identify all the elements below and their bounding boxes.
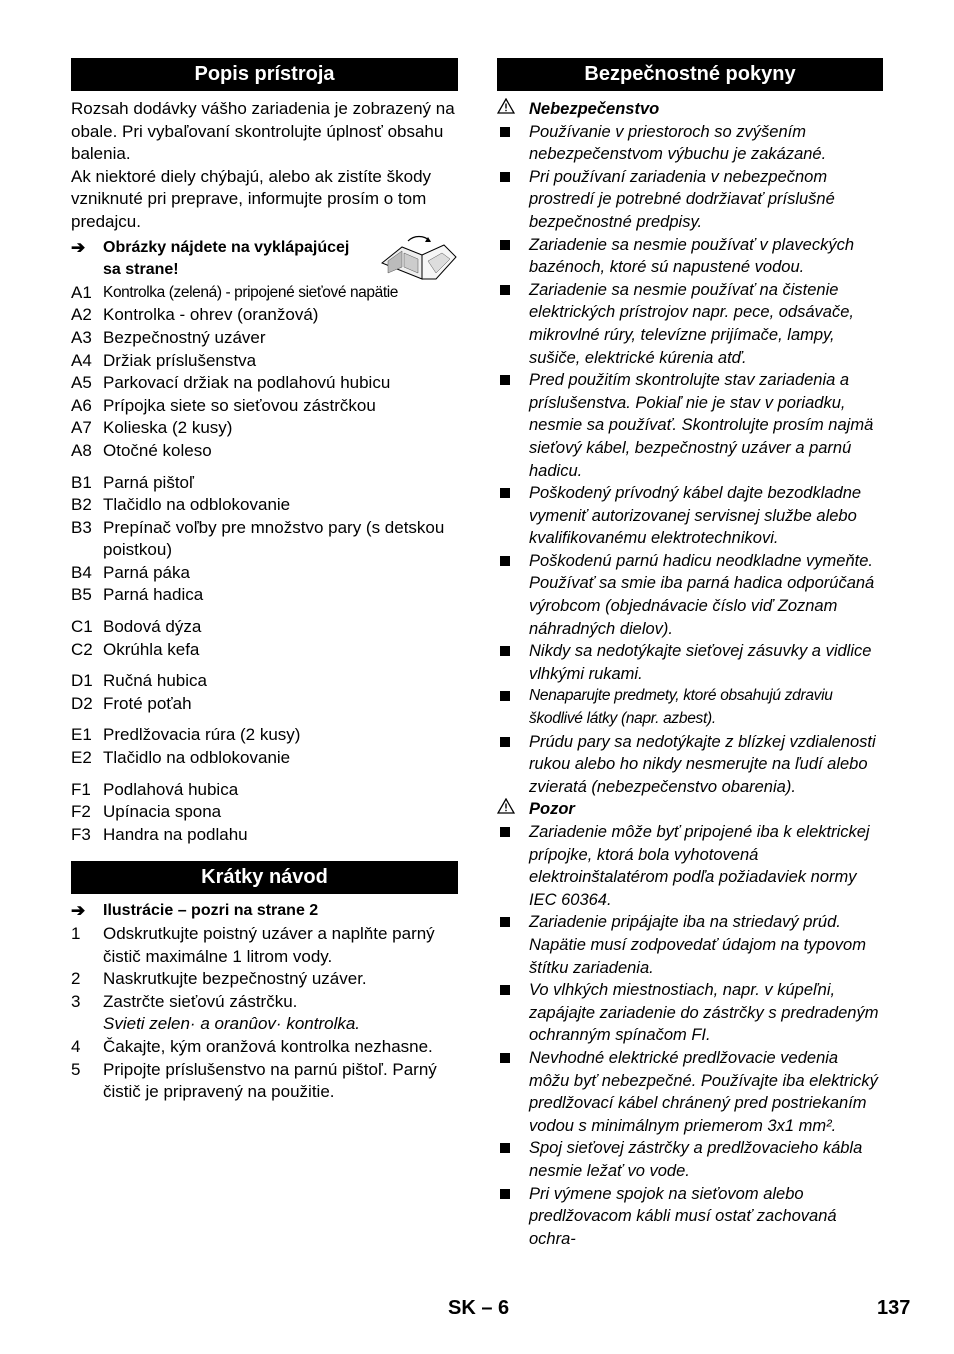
- bullet-square-icon: [497, 1047, 529, 1137]
- list-item: A3 Bezpečnostný uzáver: [71, 327, 266, 347]
- bullet-square-icon: [497, 279, 529, 369]
- bullet-square-icon: [497, 1137, 529, 1182]
- right-column: [497, 58, 883, 1250]
- list-item: A5 Parkovací držiak na podlahovú hubicu: [71, 373, 391, 393]
- list-item: Nevhodné elektrické predlžovacie vedenia môžu byť nebezpečné. Používajte iba elektrický predlžovací kábel chránený pred postriekaním vodou s minimálnym priemerom 3x1 mm².: [497, 1047, 883, 1137]
- list-item: Spoj sieťovej zástrčky a predlžovacieho kábla nesmie ležať vo vode.: [497, 1137, 883, 1182]
- list-item: E1 Predlžovacia rúra (2 kusy): [71, 725, 301, 745]
- list-item: Poškodenú parnú hadicu neodkladne vymeňte. Používať sa smie iba parná hadica odporúčaná výrobcom (objednávacie číslo viď Zoznam náhradných dielov).: [497, 550, 883, 640]
- step-item: 4 Čakajte, kým oranžová kontrolka nezhasne.: [71, 1036, 433, 1056]
- list-item: D2 Froté poťah: [71, 693, 192, 713]
- list-item: A8 Otočné koleso: [71, 440, 212, 460]
- list-item: Vo vlhkých miestnostiach, napr. v kúpeľni, zapájajte zariadenie do zástrčky s predradeným ochranným spínačom FI.: [497, 979, 883, 1047]
- list-item: Zariadenie sa nesmie používať v plaveckých bazénoch, ktoré sú napustené vodou.: [497, 234, 883, 279]
- fold-out-note: [71, 237, 458, 282]
- list-item: Používanie v priestoroch so zvýšením nebezpečenstvom výbuchu je zakázané.: [497, 121, 883, 166]
- section-heading-device-description: Popis prístroja: [71, 58, 458, 91]
- list-item: C2 Okrúhla kefa: [71, 639, 200, 659]
- list-item: Pri výmene spojok na sieťovom alebo predlžovacom kábli musí ostať zachovaná ochra-: [497, 1183, 883, 1251]
- footer-section-label: SK – 6: [448, 1297, 510, 1319]
- caution-heading: Pozor: [497, 798, 883, 821]
- list-item: Zariadenie môže byť pripojené iba k elektrickej prípojke, ktorá bola vyhotovená elektroinštalatérom podľa požiadaviek normy IEC 60364.: [497, 821, 883, 911]
- illustration-note: ➔ Ilustrácie – pozri na strane 2: [71, 900, 458, 923]
- parts-group-e: [71, 724, 458, 769]
- parts-group-d: [71, 670, 458, 715]
- arrow-right-icon: ➔: [71, 901, 86, 921]
- bullet-square-icon: [497, 979, 529, 1047]
- section-heading-safety: Bezpečnostné pokyny: [497, 58, 883, 91]
- parts-group-f: [71, 779, 458, 847]
- left-column: [71, 58, 458, 1104]
- step-item: 2 Naskrutkujte bezpečnostný uzáver.: [71, 969, 367, 989]
- bullet-square-icon: [497, 1183, 529, 1251]
- list-item: A1 Kontrolka (zelená) - pripojené sieťové napätie: [71, 282, 399, 302]
- bullet-square-icon: [497, 550, 529, 640]
- list-item: D1 Ručná hubica: [71, 671, 207, 691]
- bullet-square-icon: [497, 482, 529, 550]
- list-item: C1 Bodová dýza: [71, 617, 202, 637]
- parts-group-b: [71, 472, 458, 608]
- list-item: E2 Tlačidlo na odblokovanie: [71, 748, 291, 768]
- list-item: F3 Handra na podlahu: [71, 824, 248, 844]
- intro-paragraph: Rozsah dodávky vášho zariadenia je zobrazený na obale. Pri vybaľovaní skontrolujte úplnosť obsahu balenia.: [71, 99, 455, 164]
- bullet-square-icon: [497, 911, 529, 979]
- arrow-right-icon: ➔: [71, 237, 86, 257]
- list-item: B5 Parná hadica: [71, 585, 204, 605]
- list-item: A6 Prípojka siete so sieťovou zástrčkou: [71, 395, 376, 415]
- list-item: B4 Parná páka: [71, 562, 190, 582]
- list-item: Zariadenie sa nesmie používať na čistenie elektrických prístrojov napr. pece, odsávače, mikrovlné rúry, televízne prijímače, lampy, sušiče, elektrické kúrenia atď.: [497, 279, 883, 369]
- step-note: Svieti zelen· a oranûov· kontrolka.: [103, 1014, 361, 1034]
- list-item: B2 Tlačidlo na odblokovanie: [71, 495, 291, 515]
- list-item: F2 Upínacia spona: [71, 802, 222, 822]
- bullet-square-icon: [497, 685, 529, 730]
- list-item: Zariadenie pripájajte iba na striedavý prúd. Napätie musí zodpovedať údajom na typovom štítku zariadenia.: [497, 911, 883, 979]
- step-item: 3 Zastrčte sieťovú zástrčku.: [71, 991, 298, 1011]
- warning-triangle-icon: [497, 798, 529, 821]
- warning-triangle-icon: [497, 98, 529, 121]
- fold-out-note-text: Obrázky nájdete na vyklápajúcej sa strane!: [103, 238, 350, 279]
- bullet-square-icon: [497, 369, 529, 482]
- bullet-square-icon: [497, 821, 529, 911]
- parts-group-a: [71, 282, 458, 463]
- fold-out-page-icon: [378, 233, 458, 281]
- list-item: A2 Kontrolka - ohrev (oranžová): [71, 305, 319, 325]
- list-item: A7 Kolieska (2 kusy): [71, 418, 233, 438]
- bullet-square-icon: [497, 121, 529, 166]
- list-item: Pred použitím skontrolujte stav zariadenia a príslušenstva. Pokiaľ nie je stav v poriadku, nesmie sa používať. Skontrolujte prosím najmä sieťový kábel, bezpečnostný uzáver a parnú hadicu.: [497, 369, 883, 482]
- list-item: Prúdu pary sa nedotýkajte z blízkej vzdialenosti rukou alebo ho nikdy nesmerujte na ľudí alebo zvieratá (nebezpečenstvo obarenia).: [497, 731, 883, 799]
- intro-paragraph: Ak niektoré diely chýbajú, alebo ak zistíte škody vzniknuté pri preprave, informujte prosím o tom predajcu.: [71, 166, 432, 231]
- list-item: Nenaparujte predmety, ktoré obsahujú zdraviu škodlivé látky (napr. azbest).: [497, 685, 883, 730]
- list-item: A4 Držiak príslušenstva: [71, 350, 257, 370]
- page-number: 137: [877, 1297, 911, 1319]
- step-item: 5 Pripojte príslušenstvo na parnú pištoľ. Parný čistič je pripravený na použitie.: [71, 1059, 437, 1102]
- bullet-square-icon: [497, 640, 529, 685]
- bullet-square-icon: [497, 166, 529, 234]
- step-item: 1 Odskrutkujte poistný uzáver a naplňte parný čistič maximálne 1 litrom vody.: [71, 924, 435, 966]
- list-item: F1 Podlahová hubica: [71, 779, 239, 799]
- bullet-square-icon: [497, 731, 529, 799]
- list-item: B1 Parná pištoľ: [71, 472, 194, 492]
- section-heading-short-guide: Krátky návod: [71, 861, 458, 894]
- parts-group-c: [71, 616, 458, 661]
- danger-heading: Nebezpečenstvo: [497, 98, 883, 121]
- list-item: Pri používaní zariadenia v nebezpečnom prostredí je potrebné dodržiavať príslušné bezpečnostné predpisy.: [497, 166, 883, 234]
- bullet-square-icon: [497, 234, 529, 279]
- list-item: Poškodený prívodný kábel dajte bezodkladne vymeniť autorizovanej servisnej službe alebo kvalifikovanému elektrotechnikovi.: [497, 482, 883, 550]
- list-item: B3 Prepínač voľby pre množstvo pary (s detskou poistkou): [71, 517, 445, 560]
- list-item: Nikdy sa nedotýkajte sieťovej zásuvky a vidlice vlhkými rukami.: [497, 640, 883, 685]
